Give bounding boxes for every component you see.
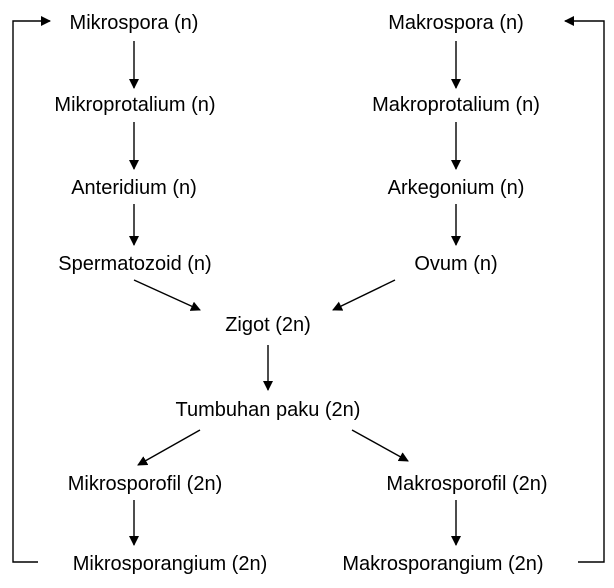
- node-makrospora: Makrospora (n): [388, 12, 524, 34]
- node-makroprotalium: Makroprotalium (n): [372, 94, 540, 116]
- node-mikroprotalium: Mikroprotalium (n): [54, 94, 216, 116]
- node-spermatozoid: Spermatozoid (n): [58, 253, 212, 275]
- node-tumbuhan-paku: Tumbuhan paku (2n): [175, 399, 361, 421]
- node-mikrosporangium: Mikrosporangium (2n): [72, 553, 268, 575]
- node-mikrospora: Mikrospora (n): [69, 12, 199, 34]
- node-arkegonium: Arkegonium (n): [387, 177, 525, 199]
- edge-tumbuhan-paku-to-makrosporofil: [352, 430, 408, 461]
- node-ovum: Ovum (n): [414, 253, 498, 275]
- node-zigot: Zigot (2n): [225, 314, 311, 336]
- node-mikrosporofil: Mikrosporofil (2n): [67, 473, 223, 495]
- edge-ovum-to-zigot: [333, 280, 395, 310]
- node-makrosporofil: Makrosporofil (2n): [386, 473, 548, 495]
- node-makrosporangium: Makrosporangium (2n): [342, 553, 544, 575]
- edge-spermatozoid-to-zigot: [134, 280, 200, 310]
- edge-mikrosporangium-loop-to-mikrospora: [13, 21, 50, 562]
- node-anteridium: Anteridium (n): [71, 177, 197, 199]
- edge-makrosporangium-loop-to-makrospora: [565, 21, 604, 562]
- edge-tumbuhan-paku-to-mikrosporofil: [138, 430, 200, 465]
